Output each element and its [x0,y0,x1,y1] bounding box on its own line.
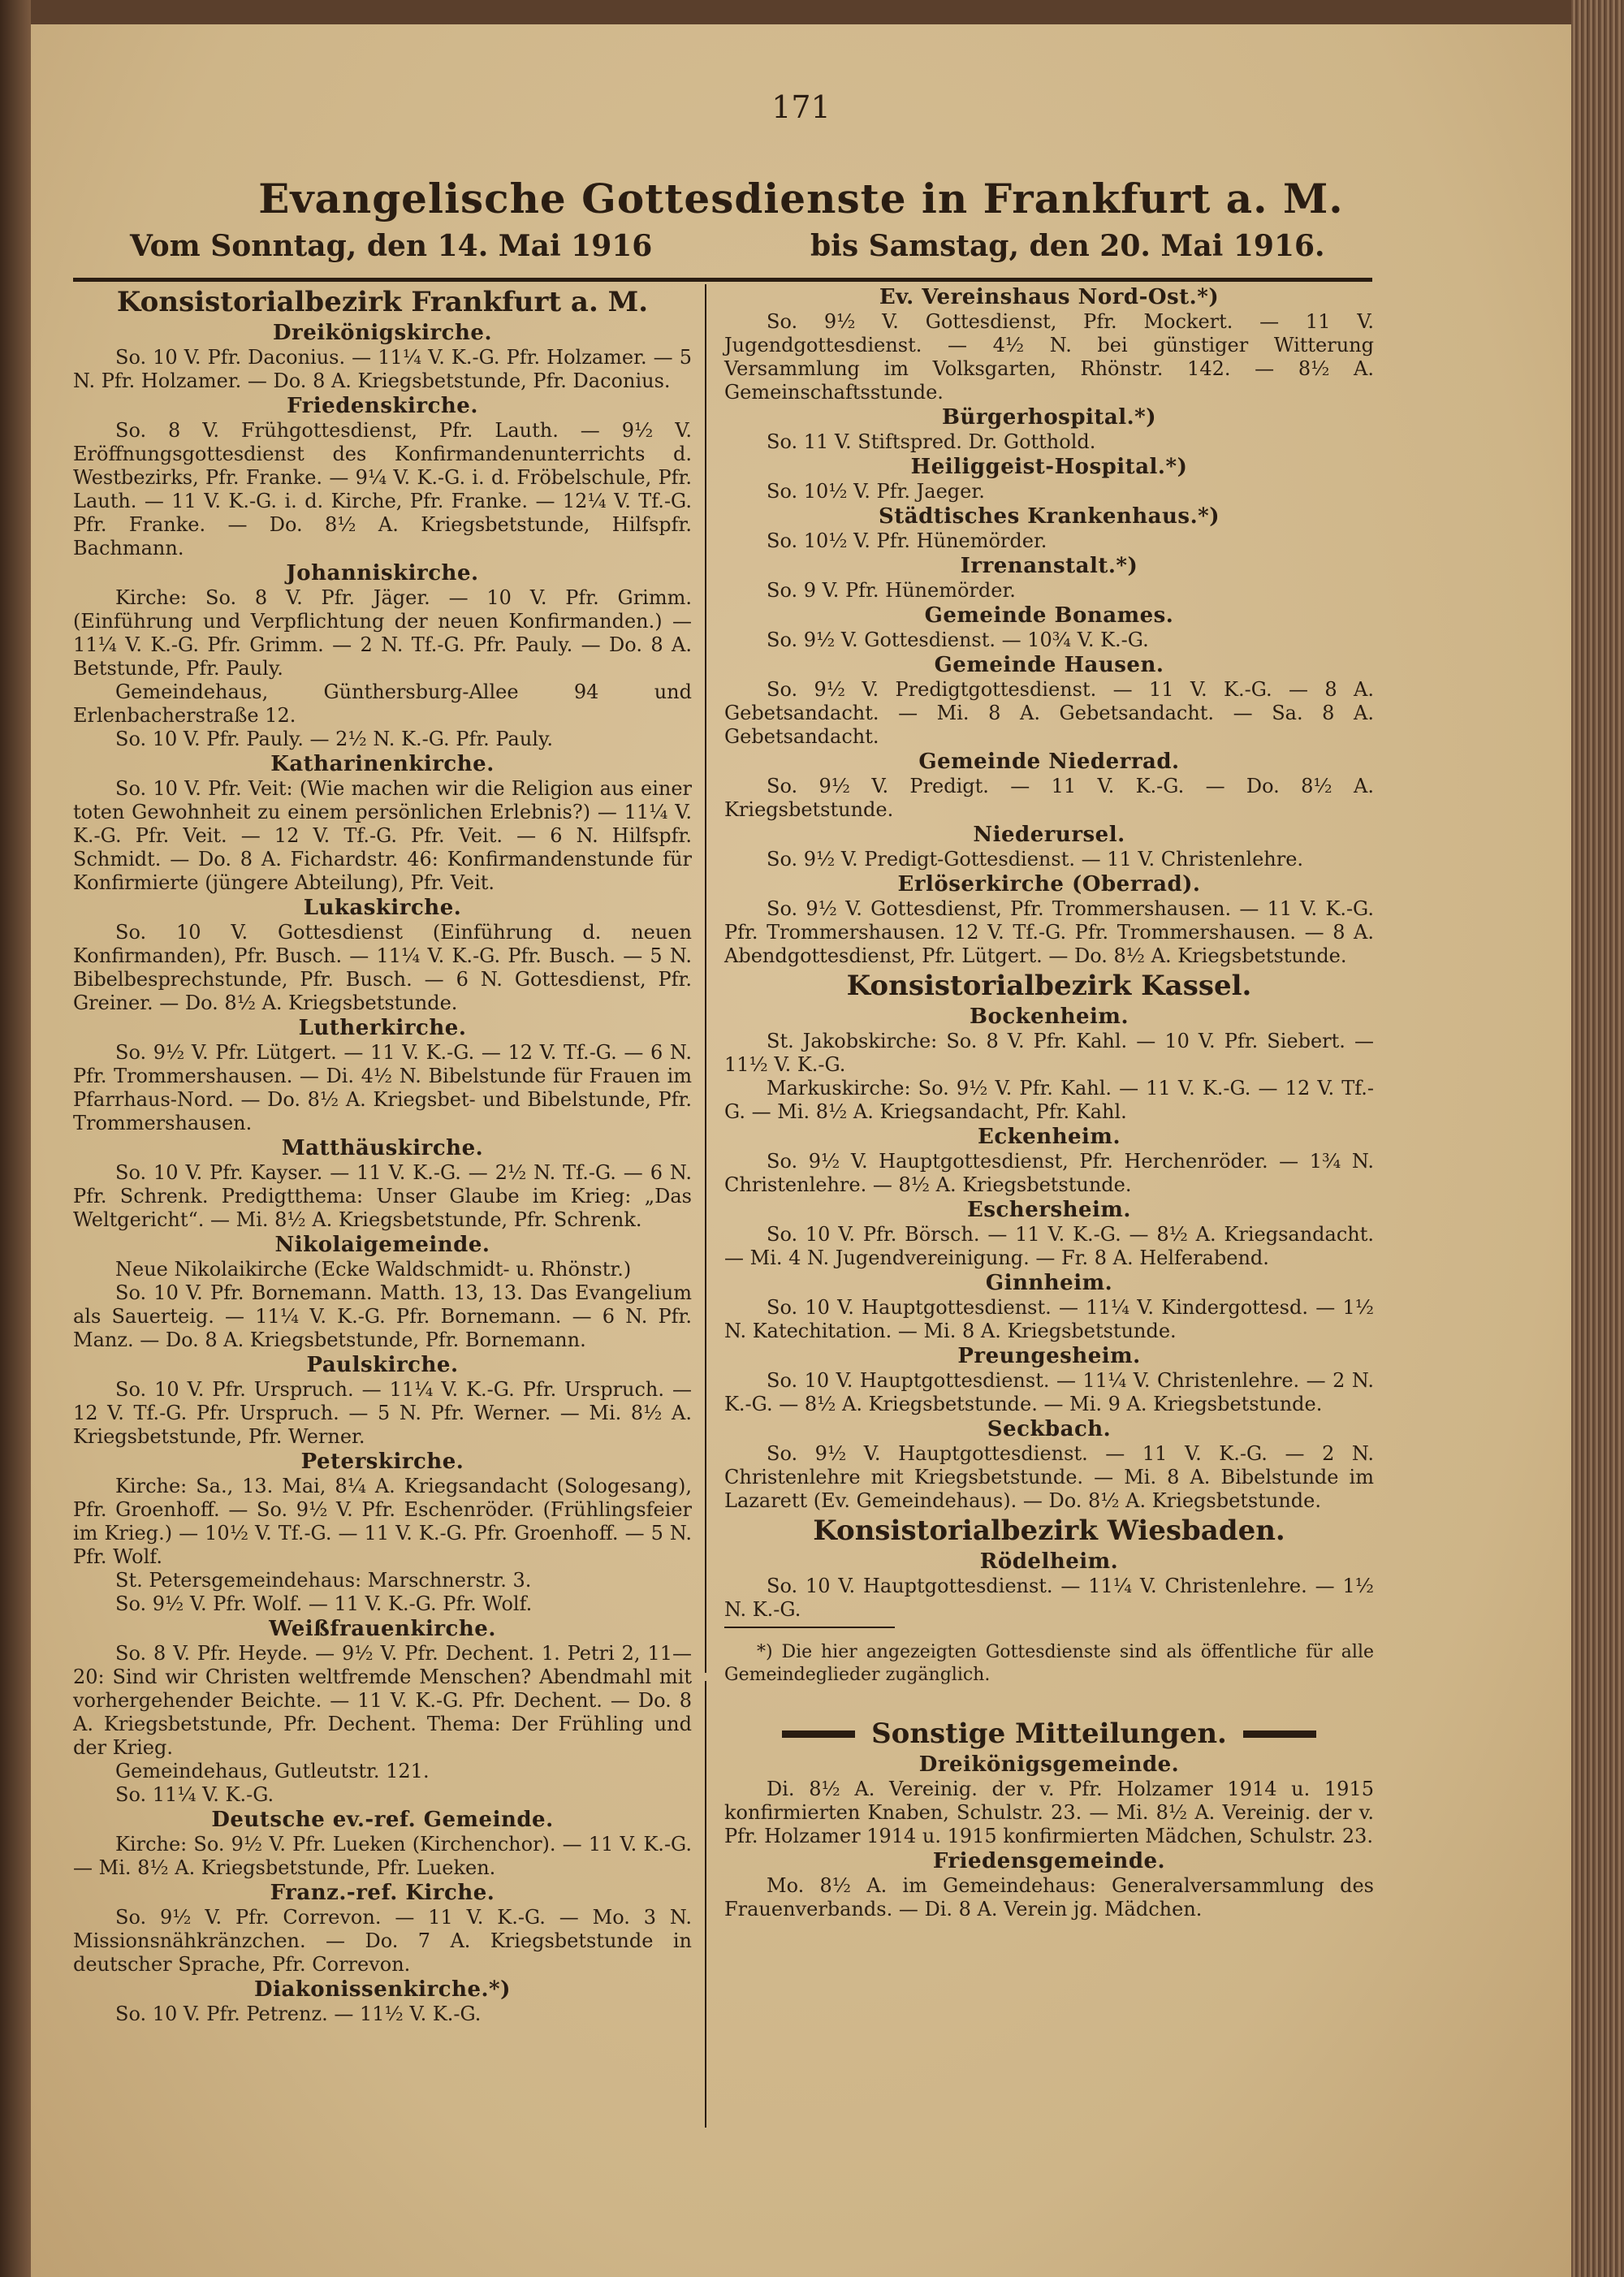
church-heading: Ev. Vereinshaus Nord-Ost.*) [879,285,1220,309]
church-heading: Eckenheim. [978,1125,1121,1149]
service-entry: So. 9½ V. Predigtgottesdienst. — 11 V. K.-G. — 8 A. Gebetsandacht. — Mi. 8 A. Gebetsandacht. — Sa. 8 A. Gebetsandacht. [724,678,1374,748]
service-entry: So. 9½ V. Hauptgottesdienst, Pfr. Herchenröder. — 1¾ N. Christenlehre. — 8½ A. Kriegsbetstunde. [724,1150,1374,1196]
service-entry: Di. 8½ A. Vereinig. der v. Pfr. Holzamer 1914 u. 1915 konfirmierten Knaben, Schulstr. 23. — Mi. 8½ A. Vereinig. der v. Pfr. Holzamer 1914 u. 1915 konfirmierten Mädchen, Schulstr. 23. [724,1778,1374,1847]
sonstige-heading-text: Sonstige Mitteilungen. [871,1717,1227,1750]
service-entry: So. 10 V. Pfr. Bornemann. Matth. 13, 13. Das Evangelium als Sauerteig. — 11¼ V. K.-G. Pfr. Bornemann. — 6 N. Pfr. Manz. — Do. 8 A. Kriegsbetstunde, Pfr. Bornemann. [73,1281,692,1351]
right-column [724,284,1374,1921]
service-entry: So. 10 V. Pfr. Pauly. — 2½ N. K.-G. Pfr. Pauly. [115,728,553,750]
service-entry: So. 9½ V. Hauptgottesdienst. — 11 V. K.-G. — 2 N. Christenlehre mit Kriegsbetstunde. — Mi. 8 A. Bibelstunde im Lazarett (Ev. Gemeindehaus). — Do. 8½ A. Kriegsbetstunde. [724,1442,1374,1512]
church-heading: Städtisches Krankenhaus.*) [878,504,1220,529]
page-title: Evangelische Gottesdienste in Frankfurt a. M. [258,175,1344,223]
church-heading: Preungesheim. [957,1344,1141,1368]
sonstige-heading [724,1716,1374,1752]
church-heading: Dreikönigsgemeinde. [918,1752,1180,1777]
service-entry: Kirche: So. 8 V. Pfr. Jäger. — 10 V. Pfr. Grimm. (Einführung und Verpflichtung der neuen Konfirmanden.) — 11¼ V. K.-G. Pfr. Grimm. — 2 N. Tf.-G. Pfr. Pauly. — Do. 8 A. Betstunde, Pfr. Pauly. [73,586,692,680]
church-heading: Gemeinde Niederrad. [918,750,1180,774]
service-entry: Kirche: So. 9½ V. Pfr. Lueken (Kirchenchor). — 11 V. K.-G. — Mi. 8½ A. Kriegsbetstunde, Pfr. Lueken. [73,1833,692,1879]
service-entry: Gemeindehaus, Günthersburg-Allee 94 und Erlenbacherstraße 12. [73,681,692,727]
church-heading: Matthäuskirche. [281,1136,484,1160]
book-gutter [0,0,31,2277]
service-entry: So. 8 V. Pfr. Heyde. — 9½ V. Pfr. Dechent. 1. Petri 2, 11—20: Sind wir Christen weltfremde Menschen? Abendmahl mit vorhergehender Beichte. — 11 V. K.-G. Pfr. Dechent. — Do. 8 A. Kriegsbetstunde, Pfr. Dechent. Thema: Der Frühling und der Krieg. [73,1642,692,1759]
district-heading: Konsistorialbezirk Wiesbaden. [813,1514,1285,1547]
service-entry: So. 10 V. Pfr. Börsch. — 11 V. K.-G. — 8½ A. Kriegsandacht. — Mi. 4 N. Jugendvereinigung. — Fr. 8 A. Helferabend. [724,1223,1374,1269]
church-heading: Irrenanstalt.*) [960,554,1138,578]
left-column [73,284,692,2026]
church-heading: Peterskirche. [300,1450,464,1474]
newspaper-page [31,24,1571,2277]
church-heading: Johanniskirche. [286,561,479,585]
church-heading: Lutherkirche. [298,1016,467,1040]
district-heading: Konsistorialbezirk Frankfurt a. M. [116,286,649,318]
church-heading: Ginnheim. [985,1271,1113,1295]
church-heading: Deutsche ev.-ref. Gemeinde. [211,1808,554,1832]
church-heading: Lukaskirche. [303,896,462,920]
church-heading: Seckbach. [987,1417,1112,1441]
page-stack-edge [1571,0,1624,2277]
heading-ornament-left [782,1730,855,1738]
church-heading: Gemeinde Hausen. [934,653,1164,677]
church-heading: Bürgerhospital.*) [941,405,1157,430]
church-heading: Friedensgemeinde. [932,1849,1166,1873]
column-divider-lower [705,1681,706,2128]
church-heading: Franz.-ref. Kirche. [270,1881,495,1905]
church-heading: Friedenskirche. [287,394,478,418]
service-entry: So. 9½ V. Gottesdienst. — 10¾ V. K.-G. [767,629,1149,651]
service-entry: So. 10½ V. Pfr. Jaeger. [767,480,985,503]
service-entry: So. 9½ V. Pfr. Lütgert. — 11 V. K.-G. — 12 V. Tf.-G. — 6 N. Pfr. Trommershausen. — Di. 4½ N. Bibelstunde für Frauen im Pfarrhaus-Nord. — Do. 8½ A. Kriegsbet- und Bibelstunde, Pfr. Trommershausen. [73,1041,692,1134]
service-entry: So. 11¼ V. K.-G. [115,1783,274,1806]
service-entry: Kirche: Sa., 13. Mai, 8¼ A. Kriegsandacht (Sologesang), Pfr. Groenhoff. — So. 9½ V. Pfr. Eschenröder. (Frühlingsfeier im Krieg.) — 10½ V. Tf.-G. — 11 V. K.-G. Pfr. Groenhoff. — 5 N. Pfr. Wolf. [73,1475,692,1568]
service-entry: Neue Nikolaikirche (Ecke Waldschmidt- u. Rhönstr.) [115,1258,632,1281]
district-heading: Konsistorialbezirk Kassel. [846,970,1252,1002]
service-entry: St. Jakobskirche: So. 8 V. Pfr. Kahl. — 10 V. Pfr. Siebert. — 11½ V. K.-G. [724,1030,1374,1076]
church-heading: Eschersheim. [967,1198,1131,1222]
service-entry: So. 9 V. Pfr. Hünemörder. [767,579,1016,602]
service-entry: So. 10 V. Hauptgottesdienst. — 11¼ V. Kindergottesd. — 1½ N. Katechitation. — Mi. 8 A. Kriegsbetstunde. [724,1296,1374,1342]
service-entry: So. 10 V. Hauptgottesdienst. — 11¼ V. Christenlehre. — 2 N. K.-G. — 8½ A. Kriegsbetstunde. — Mi. 9 A. Kriegsbetstunde. [724,1369,1374,1415]
service-entry: So. 9½ V. Predigt. — 11 V. K.-G. — Do. 8½ A. Kriegsbetstunde. [724,775,1374,821]
service-entry: So. 8 V. Frühgottesdienst, Pfr. Lauth. — 9½ V. Eröffnungsgottesdienst des Konfirmandenunterrichts d. Westbezirks, Pfr. Franke. — 9¼ V. K.-G. i. d. Fröbelschule, Pfr. Lauth. — 11 V. K.-G. i. d. Kirche, Pfr. Franke. — 12¼ V. Tf.-G. Pfr. Franke. — Do. 8½ A. Kriegsbetstunde, Hilfspfr. Bachmann. [73,419,692,560]
service-entry: So. 10 V. Pfr. Petrenz. — 11½ V. K.-G. [115,2003,482,2025]
column-divider [705,284,706,1673]
service-entry: So. 10 V. Pfr. Kayser. — 11 V. K.-G. — 2½ N. Tf.-G. — 6 N. Pfr. Schrenk. Predigtthema: Unser Glaube im Krieg: „Das Weltgericht“. — Mi. 8½ A. Kriegsbetstunde, Pfr. Schrenk. [73,1161,692,1231]
heading-ornament-right [1243,1730,1316,1738]
service-entry: So. 9½ V. Gottesdienst, Pfr. Mockert. — 11 V. Jugendgottesdienst. — 4½ N. bei günstiger Witterung Versammlung im Volksgarten, Rhönstr. 142. — 8½ A. Gemeinschaftsstunde. [724,310,1374,404]
service-entry: So. 10 V. Pfr. Daconius. — 11¼ V. K.-G. Pfr. Holzamer. — 5 N. Pfr. Holzamer. — Do. 8 A. Kriegsbetstunde, Pfr. Daconius. [73,346,692,392]
right-column-listings [724,284,1374,1622]
date-range-end: bis Samstag, den 20. Mai 1916. [810,229,1325,263]
service-entry: Markuskirche: So. 9½ V. Pfr. Kahl. — 11 V. K.-G. — 12 V. Tf.-G. — Mi. 8½ A. Kriegsandacht, Pfr. Kahl. [724,1077,1374,1123]
date-range-start: Vom Sonntag, den 14. Mai 1916 [130,229,653,263]
church-heading: Heiliggeist-Hospital.*) [910,455,1188,479]
church-heading: Niederursel. [973,823,1125,847]
service-entry: So. 9½ V. Predigt-Gottesdienst. — 11 V. Christenlehre. [767,848,1304,871]
service-entry: So. 11 V. Stiftspred. Dr. Gotthold. [767,430,1096,453]
church-heading: Erlöserkirche (Oberrad). [897,872,1201,897]
church-heading: Nikolaigemeinde. [274,1233,490,1257]
church-heading: Paulskirche. [306,1353,459,1377]
footnote: *) Die hier angezeigten Gottesdienste sind als öffentliche für alle Gemeindeglieder zugänglich. [724,1642,1374,1685]
church-heading: Dreikönigskirche. [272,321,493,345]
church-heading: Bockenheim. [970,1005,1129,1029]
service-entry: St. Petersgemeindehaus: Marschnerstr. 3. [115,1569,532,1592]
service-entry: So. 10 V. Pfr. Urspruch. — 11¼ V. K.-G. Pfr. Urspruch. — 12 V. Tf.-G. Pfr. Urspruch. — 5 N. Pfr. Werner. — Mi. 8½ A. Kriegsbetstunde, Pfr. Werner. [73,1378,692,1448]
service-entry: So. 9½ V. Gottesdienst, Pfr. Trommershausen. — 11 V. K.-G. Pfr. Trommershausen. 12 V. Tf.-G. Pfr. Trommershausen. — 8 A. Abendgottesdienst, Pfr. Lütgert. — Do. 8½ A. Kriegsbetstunde. [724,897,1374,967]
service-entry: Mo. 8½ A. im Gemeindehaus: Generalversammlung des Frauenverbands. — Di. 8 A. Verein jg. Mädchen. [724,1874,1374,1921]
church-heading: Diakonissenkirche.*) [254,1977,511,2002]
church-heading: Rödelheim. [979,1549,1119,1574]
service-entry: So. 9½ V. Pfr. Wolf. — 11 V. K.-G. Pfr. Wolf. [115,1592,533,1615]
church-heading: Weißfrauenkirche. [269,1617,496,1641]
service-entry: So. 10 V. Pfr. Veit: (Wie machen wir die Religion aus einer toten Gewohnheit zu einem persönlichen Erlebnis?) — 11¼ V. K.-G. Pfr. Veit. — 12 V. Tf.-G. Pfr. Veit. — 6 N. Hilfspfr. Schmidt. — Do. 8 A. Fichardstr. 46: Konfirmandenstunde für Konfirmierte (jüngere Abteilung), Pfr. Veit. [73,777,692,894]
service-entry: So. 10 V. Hauptgottesdienst. — 11¼ V. Christenlehre. — 1½ N. K.-G. [724,1575,1374,1621]
church-heading: Katharinenkirche. [270,752,495,776]
service-entry: So. 9½ V. Pfr. Correvon. — 11 V. K.-G. — Mo. 3 N. Missionsnähkränzchen. — Do. 7 A. Kriegsbetstunde in deutscher Sprache, Pfr. Correvon. [73,1906,692,1976]
page-number: 171 [771,89,831,125]
footnote-rule [724,1627,895,1628]
church-heading: Gemeinde Bonames. [924,603,1174,628]
service-entry: So. 10½ V. Pfr. Hünemörder. [767,529,1047,552]
service-entry: So. 10 V. Gottesdienst (Einführung d. neuen Konfirmanden), Pfr. Busch. — 11¼ V. K.-G. Pfr. Busch. — 5 N. Bibelbesprechstunde, Pfr. Busch. — 6 N. Gottesdienst, Pfr. Greiner. — Do. 8½ A. Kriegsbetstunde. [73,921,692,1014]
header-rule [73,278,1372,282]
sonstige-listings [724,1752,1374,1921]
service-entry: Gemeindehaus, Gutleutstr. 121. [115,1760,430,1782]
